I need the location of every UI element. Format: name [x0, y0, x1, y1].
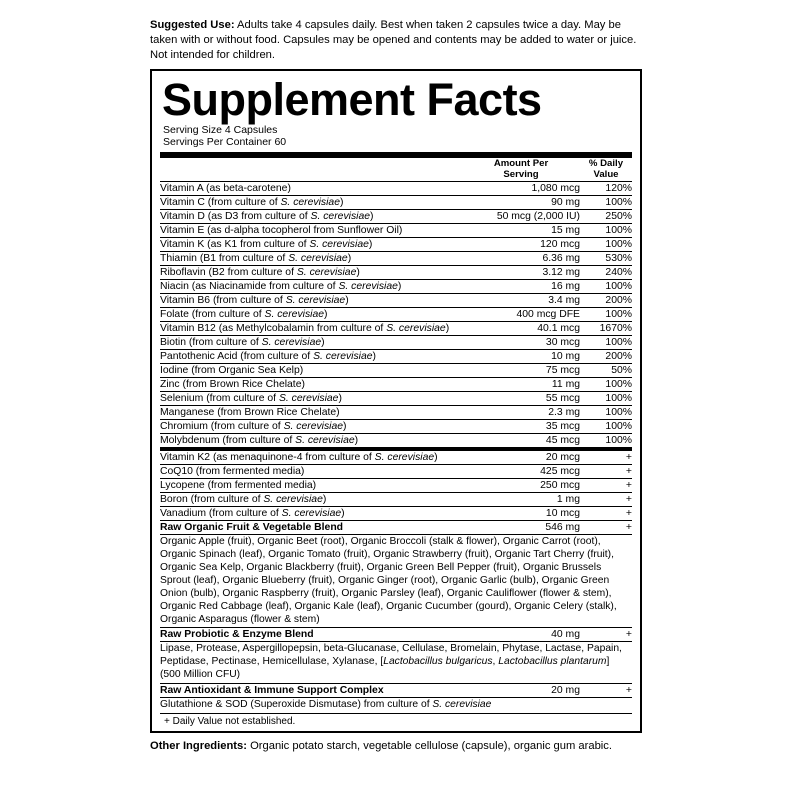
nutrient-name: Thiamin (B1 from culture of S. cerevisiae) [160, 252, 462, 266]
header-amount-per-serving: Amount Per Serving [462, 158, 580, 182]
nutrient-row [160, 493, 632, 507]
nutrient-name: Chromium (from culture of S. cerevisiae) [160, 420, 462, 434]
nutrient-name: Selenium (from culture of S. cerevisiae) [160, 392, 462, 406]
nutrient-daily-value: 100% [580, 308, 632, 322]
nutrient-name: Riboflavin (B2 from culture of S. cerevisiae) [160, 266, 462, 280]
nutrient-name: Vanadium (from culture of S. cerevisiae) [160, 507, 462, 521]
nutrient-daily-value: 200% [580, 350, 632, 364]
nutrient-rows-body [160, 182, 632, 448]
blend-sections [160, 521, 632, 713]
nutrient-amount: 40.1 mcg [462, 322, 580, 336]
nutrient-name: Boron (from culture of S. cerevisiae) [160, 493, 462, 507]
nutrient-daily-value: 240% [580, 266, 632, 280]
nutrient-daily-value: 50% [580, 364, 632, 378]
other-nutrient-rows-table [160, 451, 632, 521]
blend-ingredients-row [160, 535, 632, 628]
nutrient-daily-value: 200% [580, 294, 632, 308]
nutrient-amount: 11 mg [462, 378, 580, 392]
nutrient-row [160, 322, 632, 336]
nutrient-amount: 55 mcg [462, 392, 580, 406]
nutrient-amount: 6.36 mg [462, 252, 580, 266]
nutrient-row [160, 336, 632, 350]
blend-ingredients-row [160, 642, 632, 684]
nutrient-name: CoQ10 (from fermented media) [160, 465, 462, 479]
nutrient-rows-table [160, 182, 632, 448]
blend-daily-value: + [580, 628, 632, 642]
nutrient-table-body [160, 158, 632, 182]
nutrient-name: Zinc (from Brown Rice Chelate) [160, 378, 462, 392]
nutrient-amount: 15 mg [462, 224, 580, 238]
nutrient-row [160, 210, 632, 224]
nutrient-daily-value: 250% [580, 210, 632, 224]
nutrient-row [160, 434, 632, 448]
blend-block [160, 628, 632, 684]
nutrient-amount: 3.4 mg [462, 294, 580, 308]
nutrient-row [160, 406, 632, 420]
nutrient-name: Folate (from culture of S. cerevisiae) [160, 308, 462, 322]
nutrient-amount: 50 mcg (2,000 IU) [462, 210, 580, 224]
nutrient-daily-value: 1670% [580, 322, 632, 336]
nutrient-amount: 20 mcg [462, 451, 580, 465]
blend-amount: 20 mg [462, 684, 580, 698]
nutrient-daily-value: 100% [580, 238, 632, 252]
blend-header-row [160, 684, 632, 698]
nutrient-daily-value: + [580, 493, 632, 507]
serving-info [163, 124, 632, 150]
blend-amount: 546 mg [462, 521, 580, 535]
nutrient-name: Iodine (from Organic Sea Kelp) [160, 364, 462, 378]
nutrient-daily-value: + [580, 451, 632, 465]
nutrient-name: Vitamin E (as d-alpha tocopherol from Sunflower Oil) [160, 224, 462, 238]
nutrient-name: Vitamin K (as K1 from culture of S. cerevisiae) [160, 238, 462, 252]
panel-title: Supplement Facts [162, 73, 542, 125]
nutrient-row [160, 378, 632, 392]
nutrient-row [160, 451, 632, 465]
nutrient-daily-value: 100% [580, 224, 632, 238]
nutrient-name: Pantothenic Acid (from culture of S. cerevisiae) [160, 350, 462, 364]
nutrient-amount: 10 mcg [462, 507, 580, 521]
nutrient-daily-value: + [580, 507, 632, 521]
nutrient-daily-value: 100% [580, 392, 632, 406]
other-ingredients-paragraph [150, 739, 670, 754]
nutrient-daily-value: 100% [580, 406, 632, 420]
nutrient-name: Vitamin A (as beta-carotene) [160, 182, 462, 196]
nutrient-name: Vitamin D (as D3 from culture of S. cerevisiae) [160, 210, 462, 224]
nutrient-amount: 250 mcg [462, 479, 580, 493]
nutrient-row [160, 350, 632, 364]
blend-daily-value: + [580, 521, 632, 535]
nutrient-name: Molybdenum (from culture of S. cerevisiae) [160, 434, 462, 448]
header-daily-value: % Daily Value [580, 158, 632, 182]
serving-size: Serving Size 4 Capsules [163, 123, 278, 136]
nutrient-amount: 45 mcg [462, 434, 580, 448]
blend-ingredients: Lipase, Protease, Aspergillopepsin, beta-Glucanase, Cellulase, Bromelain, Phytase, Lactase, Papain, Peptidase, Pectinase, Hemicellulase, Xylanase, [Lactobacillus bulgaricus, Lactobacillus plantarum] (500 Million CFU) [160, 642, 632, 684]
nutrient-row [160, 507, 632, 521]
blend-name: Raw Probiotic & Enzyme Blend [160, 628, 462, 642]
nutrient-amount: 3.12 mg [462, 266, 580, 280]
blend-name: Raw Antioxidant & Immune Support Complex [160, 684, 462, 698]
nutrient-name: Vitamin B12 (as Methylcobalamin from culture of S. cerevisiae) [160, 322, 462, 336]
nutrient-amount: 425 mcg [462, 465, 580, 479]
nutrient-amount: 30 mcg [462, 336, 580, 350]
nutrient-daily-value: 100% [580, 336, 632, 350]
suggested-use-text: Adults take 4 capsules daily. Best when taken 2 capsules twice a day. May be taken with or without food. Capsules may be opened and contents may be added to water or juice. Not intended for children. [150, 19, 637, 61]
nutrient-row [160, 479, 632, 493]
nutrient-row [160, 266, 632, 280]
panel-footnote: + Daily Value not established. [164, 715, 296, 727]
nutrient-amount: 2.3 mg [462, 406, 580, 420]
nutrient-amount: 1,080 mcg [462, 182, 580, 196]
nutrient-row [160, 308, 632, 322]
nutrient-amount: 75 mcg [462, 364, 580, 378]
other-nutrient-rows-body [160, 451, 632, 521]
suggested-use-label: Suggested Use: [150, 19, 235, 31]
header-blank [160, 158, 462, 182]
nutrient-row [160, 196, 632, 210]
other-ingredients-text: Organic potato starch, vegetable cellulose (capsule), organic gum arabic. [246, 739, 612, 752]
blend-ingredients: Glutathione & SOD (Superoxide Dismutase) from culture of S. cerevisiae [160, 697, 632, 713]
nutrient-row [160, 252, 632, 266]
nutrient-row [160, 392, 632, 406]
blend-block [160, 684, 632, 714]
nutrient-daily-value: 530% [580, 252, 632, 266]
nutrient-row [160, 420, 632, 434]
nutrient-daily-value: + [580, 479, 632, 493]
nutrient-amount: 400 mcg DFE [462, 308, 580, 322]
suggested-use-paragraph [150, 18, 650, 63]
supplement-facts-panel [150, 69, 642, 733]
nutrient-daily-value: 100% [580, 420, 632, 434]
nutrient-amount: 1 mg [462, 493, 580, 507]
nutrient-amount: 10 mg [462, 350, 580, 364]
nutrient-amount: 90 mg [462, 196, 580, 210]
nutrient-row [160, 238, 632, 252]
nutrient-name: Manganese (from Brown Rice Chelate) [160, 406, 462, 420]
nutrient-daily-value: 100% [580, 280, 632, 294]
blend-block [160, 521, 632, 628]
blend-amount: 40 mg [462, 628, 580, 642]
nutrient-daily-value: 100% [580, 434, 632, 448]
blend-header-row [160, 521, 632, 535]
blend-ingredients: Organic Apple (fruit), Organic Beet (root), Organic Broccoli (stalk & flower), Organic Carrot (root), Organic Spinach (leaf), Organic Tomato (fruit), Organic Strawberry (fruit), Organic Tart Cherry (fruit), Organic Sea Kelp, Organic Blackberry (fruit), Organic Green Bell Pepper (fruit), Organic Brussels Sprout (leaf), Organic Blueberry (fruit), Organic Ginger (root), Organic Garlic (bulb), Organic Green Onion (bulb), Organic Raspberry (fruit), Organic Parsley (leaf), Organic Cauliflower (flower & stem), Organic Red Cabbage (leaf), Organic Kale (leaf), Organic Cucumber (gourd), Organic Celery (stalk), Organic Asparagus (flower & stem) [160, 535, 632, 628]
blend-name: Raw Organic Fruit & Vegetable Blend [160, 521, 462, 535]
servings-per-container: Servings Per Container 60 [163, 136, 287, 149]
nutrient-name: Niacin (as Niacinamide from culture of S. cerevisiae) [160, 280, 462, 294]
nutrient-row [160, 465, 632, 479]
blend-ingredients-row [160, 697, 632, 713]
nutrient-name: Vitamin K2 (as menaquinone-4 from culture of S. cerevisiae) [160, 451, 462, 465]
nutrient-amount: 120 mcg [462, 238, 580, 252]
nutrient-row [160, 224, 632, 238]
nutrient-row [160, 364, 632, 378]
nutrient-name: Lycopene (from fermented media) [160, 479, 462, 493]
nutrient-row [160, 294, 632, 308]
nutrient-row [160, 182, 632, 196]
nutrient-row [160, 280, 632, 294]
nutrient-name: Biotin (from culture of S. cerevisiae) [160, 336, 462, 350]
nutrient-daily-value: 120% [580, 182, 632, 196]
nutrient-daily-value: 100% [580, 196, 632, 210]
nutrient-amount: 16 mg [462, 280, 580, 294]
other-ingredients-label: Other Ingredients: [150, 739, 247, 752]
nutrient-name: Vitamin B6 (from culture of S. cerevisiae) [160, 294, 462, 308]
nutrient-daily-value: 100% [580, 378, 632, 392]
nutrient-name: Vitamin C (from culture of S. cerevisiae) [160, 196, 462, 210]
nutrient-daily-value: + [580, 465, 632, 479]
nutrient-table [160, 158, 632, 182]
table-header-row [160, 158, 632, 182]
blend-header-row [160, 628, 632, 642]
blend-daily-value: + [580, 684, 632, 698]
nutrient-amount: 35 mcg [462, 420, 580, 434]
